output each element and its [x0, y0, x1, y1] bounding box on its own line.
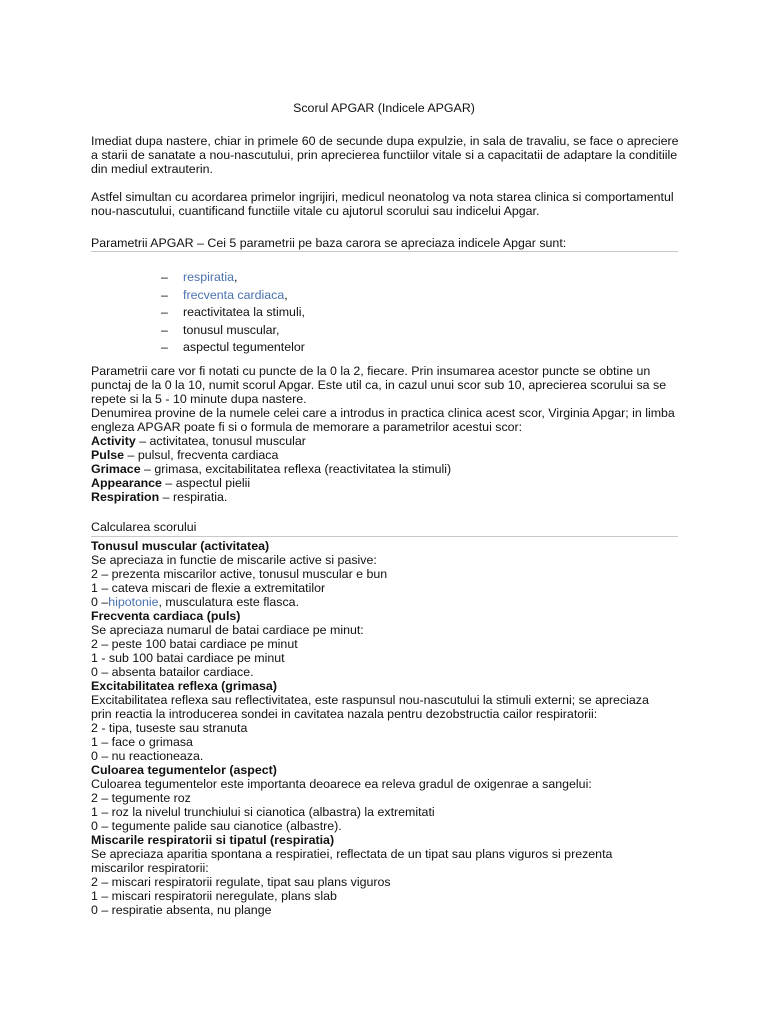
section-line: 0 – respiratie absenta, nu plange [91, 903, 272, 917]
section-line: 1 – miscari respiratorii neregulate, plans slab [91, 889, 337, 903]
link-respiratia[interactable]: respiratia [183, 270, 234, 284]
list-item-text: aspectul tegumentelor [183, 340, 305, 354]
list-item-text: tonusul muscular, [183, 322, 280, 337]
intro-paragraph-2: Astfel simultan cu acordarea primelor ingrijiri, medicul neonatolog va nota starea clinica si comportamentul nou-nascutului, cuantificand functiile vitale cu ajutorul scorului sau indicelui Apgar. [91, 190, 674, 218]
section-line: miscarilor respiratorii: [91, 861, 209, 875]
heading-rule [91, 251, 678, 252]
section-line: Se apreciaza numarul de batai cardiace pe minut: [91, 623, 364, 637]
list-item-suffix: , [284, 287, 288, 302]
mnemonic-item [91, 434, 681, 448]
mnemonic-term: Grimace [91, 462, 141, 476]
mnemonic-desc: – activitatea, tonusul muscular [135, 434, 306, 448]
mnemonic-term: Respiration [91, 490, 160, 504]
section-line: 1 – face o grimasa [91, 735, 193, 749]
mnemonic-item [91, 462, 681, 476]
list-item [161, 322, 305, 340]
heading-rule [91, 536, 678, 537]
mnemonic-term: Activity [91, 434, 136, 448]
section-heading-tonus: Tonusul muscular (activitatea) [91, 539, 270, 553]
mnemonic-item [91, 490, 681, 504]
section-line: 2 – peste 100 batai cardiace pe minut [91, 637, 298, 651]
section-line: 2 – miscari respiratorii regulate, tipat sau plans viguros [91, 875, 391, 889]
mnemonic-list [91, 434, 681, 504]
link-hipotonie[interactable]: hipotonie [108, 595, 159, 609]
mnemonic-item [91, 448, 681, 462]
section-line: 1 - sub 100 batai cardiace pe minut [91, 651, 285, 665]
calc-heading: Calcularea scorului [91, 520, 197, 534]
mnemonic-item [91, 476, 681, 490]
list-item [161, 339, 305, 357]
mnemonic-desc: – grimasa, excitabilitatea reflexa (reactivitatea la stimuli) [140, 462, 452, 476]
section-line: 0 – absenta batailor cardiace. [91, 665, 254, 679]
section-line: 1 – roz la nivelul trunchiului si cianotica (albastra) la extremitati [91, 805, 435, 819]
name-paragraph: Denumirea provine de la numele celei care a introdus in practica clinica acest scor, Virginia Apgar; in limba engleza APGAR poate fi si o formula de memorare a parametrilor acestui scor: [91, 406, 675, 434]
list-dash: – [161, 287, 168, 302]
parameter-list [161, 269, 305, 357]
calc-sections [91, 539, 681, 917]
page-title: Scorul APGAR (Indicele APGAR) [293, 101, 475, 115]
section-line: Culoarea tegumentelor este importanta deoarece ea releva gradul de oxigenrae a sangelui: [91, 777, 592, 791]
section-line: prin reactia la introducerea sondei in cavitatea nazala pentru dezobstructia cailor respiratorii: [91, 707, 598, 721]
section-line: Se apreciaza aparitia spontana a respiratiei, reflectata de un tipat sau plans viguros si prezenta [91, 847, 613, 861]
mnemonic-desc: – aspectul pielii [161, 476, 251, 490]
section-line [91, 595, 681, 609]
section-line: 2 – prezenta miscarilor active, tonusul muscular e bun [91, 567, 388, 581]
list-dash: – [161, 305, 168, 319]
scoring-paragraph: Parametrii care vor fi notati cu puncte de la 0 la 2, fiecare. Prin insumarea acestor puncte se obtine un punctaj de la 0 la 10, numit scorul Apgar. Este util ca, in cazul unui scor sub 10, aprecierea scorului sa se repete si la 5 - 10 minute dupa nastere. [91, 364, 667, 406]
mnemonic-desc: – pulsul, frecventa cardiaca [124, 448, 279, 462]
list-dash: – [161, 270, 168, 284]
section-heading-grimasa: Excitabilitatea reflexa (grimasa) [91, 679, 277, 693]
list-item [161, 269, 305, 287]
list-item-suffix: , [233, 270, 238, 284]
section-heading-aspect: Culoarea tegumentelor (aspect) [91, 763, 277, 777]
section-heading-respiratie: Miscarile respiratorii si tipatul (respiratia) [91, 833, 335, 847]
line-prefix: 0 – [91, 595, 109, 609]
section-line: Excitabilitatea reflexa sau reflectivitatea, este raspunsul nou-nascutului la stimuli externi; se apreciaza [91, 693, 649, 707]
mnemonic-term: Appearance [91, 476, 162, 490]
list-item [161, 287, 305, 305]
section-line: 0 – nu reactioneaza. [91, 749, 204, 763]
line-suffix: , musculatura este flasca. [158, 595, 300, 609]
mnemonic-term: Pulse [91, 448, 125, 462]
list-item [161, 304, 305, 322]
list-item-text: reactivitatea la stimuli, [183, 305, 305, 319]
list-dash: – [161, 340, 168, 354]
section-line: Se apreciaza in functie de miscarile active si pasive: [91, 553, 377, 567]
section-line: 2 - tipa, tuseste sau stranuta [91, 721, 248, 735]
list-dash: – [161, 322, 168, 337]
params-heading: Parametrii APGAR – Cei 5 parametrii pe baza carora se apreciaza indicele Apgar sunt: [91, 236, 567, 250]
intro-paragraph-1: Imediat dupa nastere, chiar in primele 60 de secunde dupa expulzie, in sala de travaliu, se face o apreciere a starii de sanatate a nou-nascutului, prin aprecierea functiilor vitale si a capacitatii de adaptare la conditiile din mediul extrauterin. [91, 134, 679, 176]
section-line: 0 – tegumente palide sau cianotice (albastre). [91, 819, 342, 833]
section-line: 2 – tegumente roz [91, 791, 191, 805]
mnemonic-desc: – respiratia. [159, 490, 228, 504]
link-frecventa-cardiaca[interactable]: frecventa cardiaca [183, 287, 285, 302]
section-line: 1 – cateva miscari de flexie a extremitatilor [91, 581, 326, 595]
section-heading-puls: Frecventa cardiaca (puls) [91, 609, 241, 623]
